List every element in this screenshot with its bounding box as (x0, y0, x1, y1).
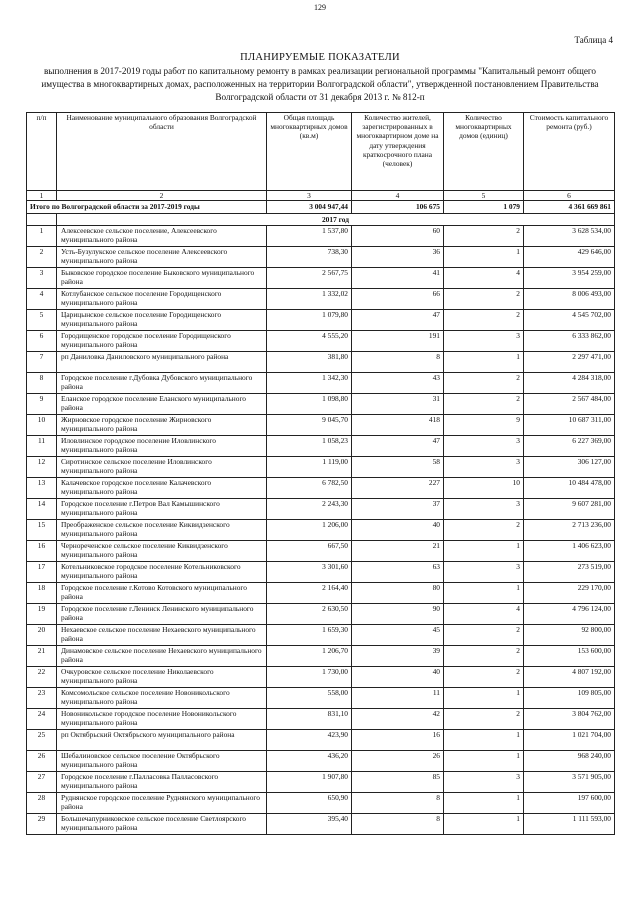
row-houses: 2 (444, 394, 524, 415)
header-cell: п/п (27, 113, 57, 191)
row-houses: 1 (444, 352, 524, 373)
row-number: 10 (27, 415, 57, 436)
row-cost: 429 646,00 (524, 247, 615, 268)
row-residents: 45 (352, 625, 444, 646)
document-title: ПЛАНИРУЕМЫЕ ПОКАЗАТЕЛИ (240, 52, 400, 63)
row-residents: 66 (352, 289, 444, 310)
row-cost: 229 170,00 (524, 583, 615, 604)
row-area: 2 164,40 (267, 583, 352, 604)
row-area: 1 119,00 (267, 457, 352, 478)
row-cost: 3 954 259,00 (524, 268, 615, 289)
row-residents: 58 (352, 457, 444, 478)
row-name: Городское поселение г.Ленинск Ленинского муниципального района (57, 604, 267, 625)
header-cell: Количество жителей, зарегистрированных в многоквартирном доме на дату утверждения краткосрочного плана (человек) (352, 113, 444, 191)
row-cost: 9 607 281,00 (524, 499, 615, 520)
row-houses: 1 (444, 751, 524, 772)
row-cost: 3 571 905,00 (524, 772, 615, 793)
row-name: Городское поселение г.Петров Вал Камышинского муниципального района (57, 499, 267, 520)
row-cost: 10 687 311,00 (524, 415, 615, 436)
table-row (27, 352, 615, 373)
row-number: 2 (27, 247, 57, 268)
row-name: Шебалиновское сельское поселение Октябрьского муниципального района (57, 751, 267, 772)
row-area: 1 537,80 (267, 226, 352, 247)
row-number: 18 (27, 583, 57, 604)
table-row (27, 436, 615, 457)
row-residents: 90 (352, 604, 444, 625)
table-row (27, 772, 615, 793)
row-name: Городское поселение г.Котово Котовского муниципального района (57, 583, 267, 604)
row-area: 1 206,00 (267, 520, 352, 541)
row-residents: 40 (352, 667, 444, 688)
row-area: 436,20 (267, 751, 352, 772)
row-name: Комсомольское сельское поселение Новоникольского муниципального района (57, 688, 267, 709)
row-cost: 8 006 493,00 (524, 289, 615, 310)
row-area: 1 730,00 (267, 667, 352, 688)
total-residents: 106 675 (352, 201, 444, 214)
row-number: 24 (27, 709, 57, 730)
row-number: 29 (27, 814, 57, 835)
row-number: 1 (27, 226, 57, 247)
row-number: 25 (27, 730, 57, 751)
row-number: 20 (27, 625, 57, 646)
table-row (27, 667, 615, 688)
table-row (27, 247, 615, 268)
header-cell: Общая площадь многоквартирных домов (кв.м) (267, 113, 352, 191)
table-row (27, 562, 615, 583)
row-houses: 3 (444, 457, 524, 478)
row-houses: 3 (444, 562, 524, 583)
row-houses: 2 (444, 625, 524, 646)
row-number: 3 (27, 268, 57, 289)
total-cost: 4 361 669 861 (524, 201, 615, 214)
row-area: 738,30 (267, 247, 352, 268)
row-name: рп Октябрьский Октябрьского муниципального района (57, 730, 267, 751)
table-row (27, 394, 615, 415)
row-residents: 39 (352, 646, 444, 667)
table-row (27, 478, 615, 499)
row-houses: 4 (444, 604, 524, 625)
table-row (27, 793, 615, 814)
table-row (27, 583, 615, 604)
header-cell: Стоимость капитального ремонта (руб.) (524, 113, 615, 191)
column-number: 6 (524, 191, 615, 201)
row-area: 9 045,70 (267, 415, 352, 436)
row-number: 17 (27, 562, 57, 583)
row-name: Новоникольское городское поселение Новоникольского муниципального района (57, 709, 267, 730)
row-area: 667,50 (267, 541, 352, 562)
row-cost: 4 545 702,00 (524, 310, 615, 331)
row-houses: 1 (444, 583, 524, 604)
row-name: Калачевское городское поселение Калачевского муниципального района (57, 478, 267, 499)
table-row (27, 646, 615, 667)
row-area: 1 079,80 (267, 310, 352, 331)
row-area: 1 058,23 (267, 436, 352, 457)
table-row (27, 751, 615, 772)
row-residents: 80 (352, 583, 444, 604)
row-name: Чернореченское сельское поселение Киквидзенского муниципального района (57, 541, 267, 562)
row-number: 11 (27, 436, 57, 457)
column-number: 1 (27, 191, 57, 201)
row-cost: 92 800,00 (524, 625, 615, 646)
row-number: 16 (27, 541, 57, 562)
table-row (27, 310, 615, 331)
row-houses: 3 (444, 331, 524, 352)
table-row (27, 373, 615, 394)
row-cost: 6 333 862,00 (524, 331, 615, 352)
row-name: Руднянское городское поселение Руднянского муниципального района (57, 793, 267, 814)
table-row (27, 625, 615, 646)
row-residents: 41 (352, 268, 444, 289)
table-row (27, 289, 615, 310)
row-houses: 2 (444, 667, 524, 688)
table-row (27, 331, 615, 352)
column-number: 5 (444, 191, 524, 201)
column-number: 4 (352, 191, 444, 201)
row-number: 23 (27, 688, 57, 709)
row-name: Городищенское городское поселение Городищенского муниципального района (57, 331, 267, 352)
row-cost: 109 805,00 (524, 688, 615, 709)
row-residents: 8 (352, 352, 444, 373)
table-row (27, 415, 615, 436)
row-area: 1 659,30 (267, 625, 352, 646)
document-subtitle: выполнения в 2017-2019 годы работ по капитальному ремонту в рамках реализации региональной программы "Капитальный ремонт общего имущества в многоквартирных домах, расположенных на территории Волгоградской области", утвержденной постановлением Правительства Волгоградской области от 31 декабря 2013 г. № 812-п (41, 66, 599, 102)
row-area: 4 555,20 (267, 331, 352, 352)
row-number: 27 (27, 772, 57, 793)
row-name: Очкуровское сельское поселение Николаевского муниципального района (57, 667, 267, 688)
row-name: Котельниковское городское поселение Котельниковского муниципального района (57, 562, 267, 583)
row-cost: 1 111 593,00 (524, 814, 615, 835)
row-houses: 1 (444, 688, 524, 709)
row-name: Нехаевское сельское поселение Нехаевского муниципального района (57, 625, 267, 646)
row-houses: 1 (444, 247, 524, 268)
row-cost: 3 804 762,00 (524, 709, 615, 730)
table-row (27, 520, 615, 541)
row-houses: 2 (444, 520, 524, 541)
row-number: 26 (27, 751, 57, 772)
row-number: 8 (27, 373, 57, 394)
row-name: Иловлинское городское поселение Иловлинского муниципального района (57, 436, 267, 457)
row-number: 12 (27, 457, 57, 478)
row-cost: 2 713 236,00 (524, 520, 615, 541)
row-number: 6 (27, 331, 57, 352)
table-row (27, 541, 615, 562)
row-area: 1 098,80 (267, 394, 352, 415)
row-residents: 47 (352, 310, 444, 331)
row-residents: 37 (352, 499, 444, 520)
row-houses: 1 (444, 730, 524, 751)
row-name: Алексеевское сельское поселение, Алексеевского муниципального района (57, 226, 267, 247)
table-row (27, 709, 615, 730)
row-area: 831,10 (267, 709, 352, 730)
row-number: 28 (27, 793, 57, 814)
total-area: 3 004 947,44 (267, 201, 352, 214)
header-row (27, 113, 615, 191)
row-area: 1 342,30 (267, 373, 352, 394)
row-houses: 3 (444, 499, 524, 520)
row-number: 15 (27, 520, 57, 541)
row-residents: 16 (352, 730, 444, 751)
row-residents: 8 (352, 793, 444, 814)
row-cost: 4 807 192,00 (524, 667, 615, 688)
row-cost: 3 628 534,00 (524, 226, 615, 247)
total-label: Итого по Волгоградской области за 2017-2019 годы (27, 201, 267, 214)
year-row (27, 214, 615, 226)
row-cost: 4 284 318,00 (524, 373, 615, 394)
row-houses: 9 (444, 415, 524, 436)
row-number: 14 (27, 499, 57, 520)
row-houses: 4 (444, 268, 524, 289)
row-number: 19 (27, 604, 57, 625)
table-row (27, 457, 615, 478)
row-area: 6 782,50 (267, 478, 352, 499)
row-cost: 197 600,00 (524, 793, 615, 814)
row-cost: 2 297 471,00 (524, 352, 615, 373)
row-number: 4 (27, 289, 57, 310)
row-cost: 306 127,00 (524, 457, 615, 478)
row-area: 3 301,60 (267, 562, 352, 583)
row-name: Жирновское городское поселение Жирновского муниципального района (57, 415, 267, 436)
row-residents: 418 (352, 415, 444, 436)
row-residents: 40 (352, 520, 444, 541)
row-residents: 60 (352, 226, 444, 247)
row-name: Городское поселение г.Палласовка Палласовского муниципального района (57, 772, 267, 793)
total-row (27, 201, 615, 214)
row-houses: 2 (444, 709, 524, 730)
row-number: 21 (27, 646, 57, 667)
table-label: Таблица 4 (574, 35, 613, 45)
row-houses: 3 (444, 772, 524, 793)
column-number: 3 (267, 191, 352, 201)
row-residents: 227 (352, 478, 444, 499)
row-name: Еланское городское поселение Еланского муниципального района (57, 394, 267, 415)
row-area: 2 630,50 (267, 604, 352, 625)
table-row (27, 730, 615, 751)
row-name: Динамовское сельское поселение Нехаевского муниципального района (57, 646, 267, 667)
row-name: Усть-Бузулукское сельское поселение Алексеевского муниципального района (57, 247, 267, 268)
row-number: 9 (27, 394, 57, 415)
row-number: 13 (27, 478, 57, 499)
row-area: 2 567,75 (267, 268, 352, 289)
row-name: Преображенское сельское поселение Киквидзенского муниципального района (57, 520, 267, 541)
row-residents: 26 (352, 751, 444, 772)
row-area: 2 243,30 (267, 499, 352, 520)
row-area: 1 907,80 (267, 772, 352, 793)
column-number: 2 (57, 191, 267, 201)
row-houses: 1 (444, 793, 524, 814)
indicators-table (26, 112, 615, 835)
row-number: 5 (27, 310, 57, 331)
year-label: 2017 год (57, 214, 615, 226)
row-cost: 4 796 124,00 (524, 604, 615, 625)
row-area: 1 206,70 (267, 646, 352, 667)
row-cost: 6 227 369,00 (524, 436, 615, 457)
table-row (27, 268, 615, 289)
row-cost: 2 567 484,00 (524, 394, 615, 415)
row-name: Большечапурниковское сельское поселение Светлоярского муниципального района (57, 814, 267, 835)
row-cost: 968 240,00 (524, 751, 615, 772)
row-name: Царицынское сельское поселение Городищенского муниципального района (57, 310, 267, 331)
page-number: 129 (314, 3, 326, 12)
row-area: 395,40 (267, 814, 352, 835)
row-cost: 1 406 623,00 (524, 541, 615, 562)
row-residents: 42 (352, 709, 444, 730)
row-name: рп Даниловка Даниловского муниципального района (57, 352, 267, 373)
row-residents: 11 (352, 688, 444, 709)
row-houses: 2 (444, 226, 524, 247)
row-cost: 10 484 478,00 (524, 478, 615, 499)
row-name: Котлубанское сельское поселение Городищенского муниципального района (57, 289, 267, 310)
row-houses: 2 (444, 310, 524, 331)
header-cell: Наименование муниципального образования Волгоградской области (57, 113, 267, 191)
row-name: Быковское городское поселение Быковского муниципального района (57, 268, 267, 289)
table-row (27, 688, 615, 709)
row-houses: 10 (444, 478, 524, 499)
column-number-row (27, 191, 615, 201)
table-row (27, 604, 615, 625)
row-area: 1 332,02 (267, 289, 352, 310)
row-number: 7 (27, 352, 57, 373)
row-residents: 43 (352, 373, 444, 394)
row-area: 423,90 (267, 730, 352, 751)
row-residents: 47 (352, 436, 444, 457)
table-row (27, 499, 615, 520)
row-residents: 36 (352, 247, 444, 268)
row-houses: 2 (444, 646, 524, 667)
row-area: 650,90 (267, 793, 352, 814)
row-houses: 2 (444, 289, 524, 310)
row-name: Сиротинское сельское поселение Иловлинского муниципального района (57, 457, 267, 478)
row-residents: 21 (352, 541, 444, 562)
table-row (27, 814, 615, 835)
row-area: 558,00 (267, 688, 352, 709)
row-residents: 8 (352, 814, 444, 835)
row-residents: 63 (352, 562, 444, 583)
total-houses: 1 079 (444, 201, 524, 214)
row-cost: 1 021 704,00 (524, 730, 615, 751)
row-cost: 273 519,00 (524, 562, 615, 583)
row-name: Городское поселение г.Дубовка Дубовского муниципального района (57, 373, 267, 394)
row-residents: 31 (352, 394, 444, 415)
row-houses: 3 (444, 436, 524, 457)
row-residents: 85 (352, 772, 444, 793)
row-area: 381,80 (267, 352, 352, 373)
row-houses: 1 (444, 814, 524, 835)
row-cost: 153 600,00 (524, 646, 615, 667)
row-houses: 2 (444, 373, 524, 394)
header-cell: Количество многоквартирных домов (единиц) (444, 113, 524, 191)
row-number: 22 (27, 667, 57, 688)
row-residents: 191 (352, 331, 444, 352)
table-row (27, 226, 615, 247)
row-houses: 1 (444, 541, 524, 562)
